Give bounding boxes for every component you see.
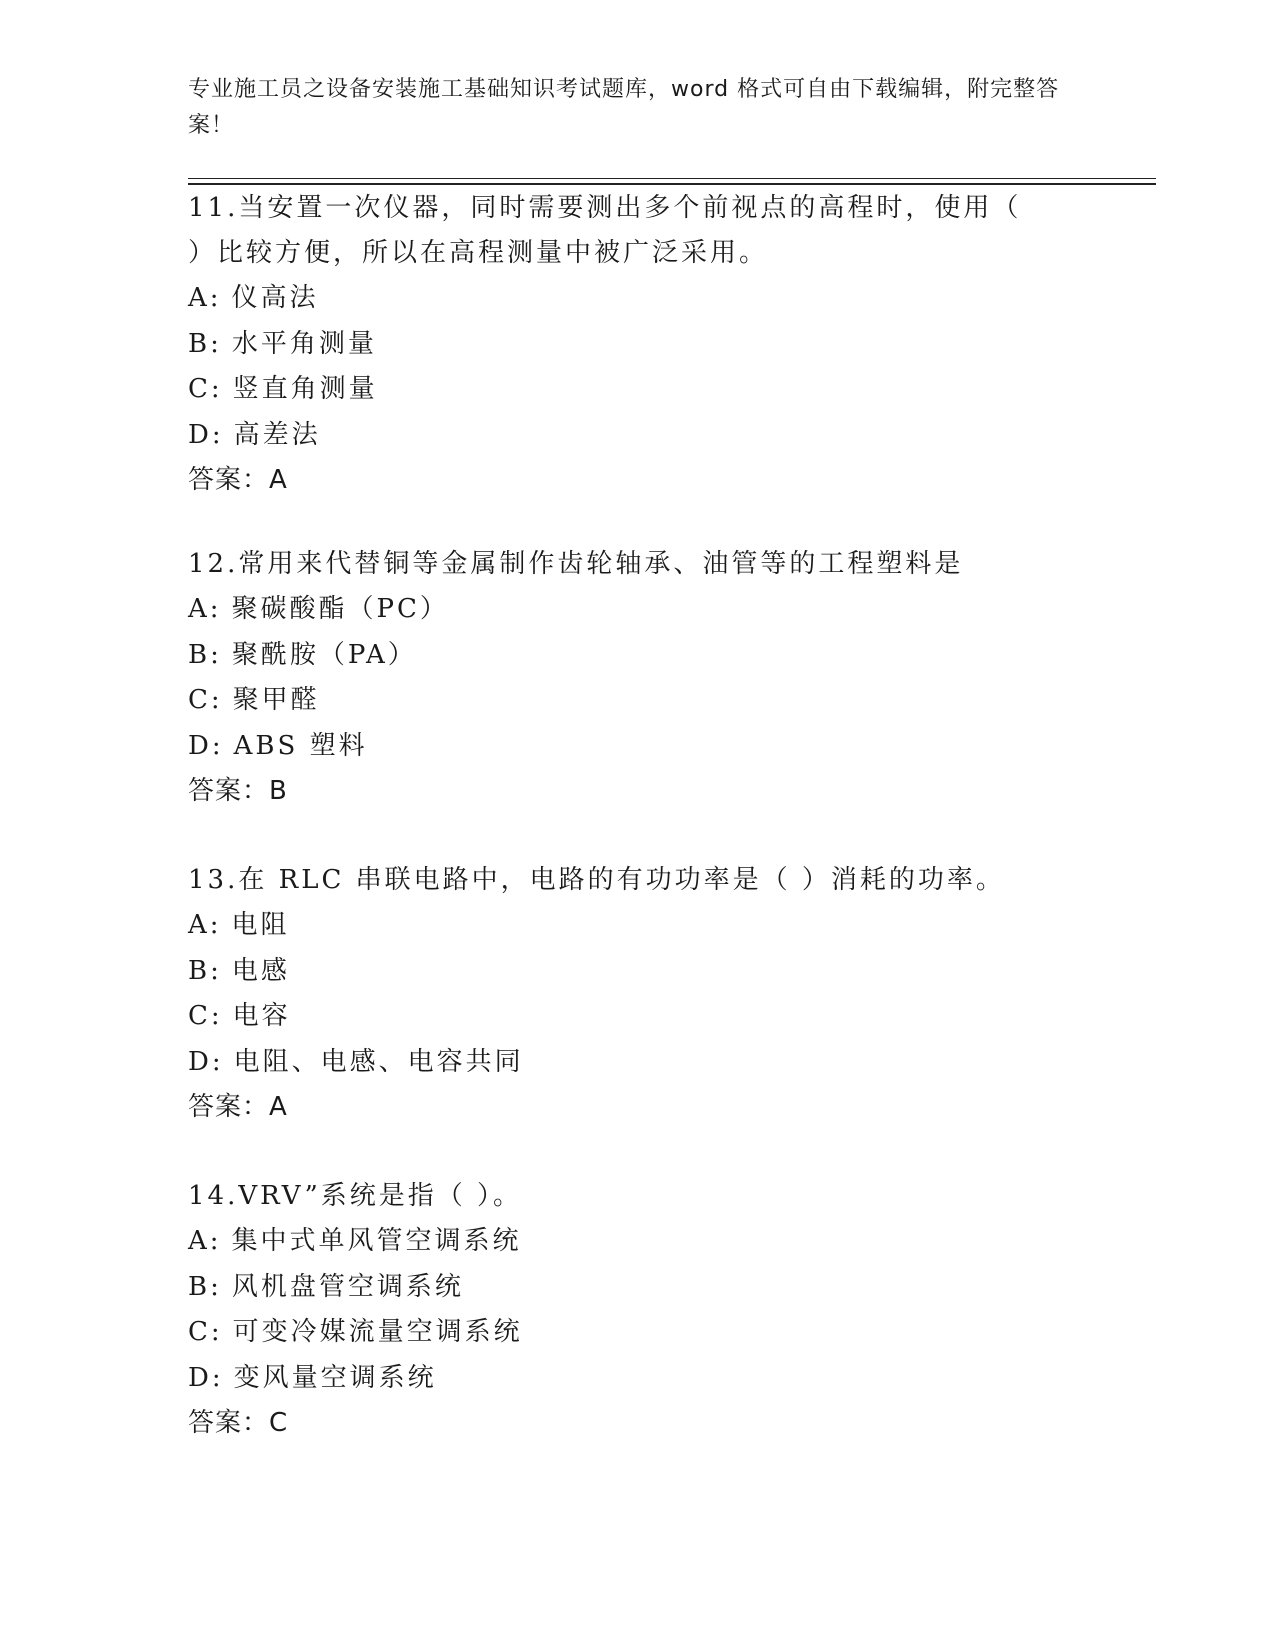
option-letter: A: — [188, 594, 222, 624]
option-d — [188, 1040, 1088, 1086]
option-text: 电感 — [231, 955, 290, 986]
option-text: 高差法 — [233, 419, 321, 450]
question-12 — [188, 542, 1088, 814]
option-a — [188, 276, 1088, 322]
option-letter: D: — [188, 419, 224, 450]
option-d — [188, 413, 1088, 459]
answer: 答案：B — [188, 776, 288, 806]
option-text: 可变冷媒流量空调系统 — [232, 1317, 523, 1347]
option-b — [188, 633, 1088, 679]
option-letter: D: — [188, 730, 224, 761]
option-letter: A: — [188, 910, 222, 940]
option-c — [188, 1310, 1088, 1356]
option-text: 聚酰胺（PA） — [231, 639, 417, 670]
question-13 — [188, 858, 1088, 1130]
option-text: 电容 — [232, 1001, 291, 1031]
option-b — [188, 322, 1088, 368]
question-stem: 13.在 RLC 串联电路中，电路的有功功率是（ ）消耗的功率。 — [188, 865, 1005, 895]
option-letter: D: — [188, 1046, 224, 1077]
option-b — [188, 1265, 1088, 1311]
option-letter: B: — [188, 639, 222, 670]
option-c — [188, 678, 1088, 724]
answer: 答案：A — [188, 1092, 288, 1122]
option-text: 水平角测量 — [231, 328, 377, 359]
question-stem: 14.VRV”系统是指（ ）。 — [188, 1181, 523, 1211]
option-text: 聚甲醛 — [232, 685, 320, 715]
question-stem: 12.常用来代替铜等金属制作齿轮轴承、油管等的工程塑料是 — [188, 549, 964, 579]
header-rule-thin — [188, 178, 1156, 179]
option-c — [188, 367, 1088, 413]
option-letter: C: — [188, 1001, 223, 1031]
option-letter: B: — [188, 955, 222, 986]
option-a — [188, 1219, 1088, 1265]
header-rule-thick — [188, 183, 1156, 185]
header-note: 专业施工员之设备安装施工基础知识考试题库，word 格式可自由下载编辑，附完整答案！ — [188, 77, 1060, 138]
question-11 — [188, 186, 1088, 503]
option-letter: A: — [188, 283, 222, 313]
option-text: 集中式单风管空调系统 — [231, 1226, 522, 1256]
option-letter: C: — [188, 374, 223, 404]
option-text: 仪高法 — [231, 283, 319, 313]
option-text: 电阻 — [231, 910, 290, 940]
question-stem: 11.当安置一次仪器，同时需要测出多个前视点的高程时，使用（ ）比较方便，所以在高程测量中被广泛采用。 — [188, 193, 1022, 268]
option-c — [188, 994, 1088, 1040]
option-text: 风机盘管空调系统 — [231, 1271, 464, 1302]
option-a — [188, 587, 1088, 633]
option-a — [188, 903, 1088, 949]
option-d — [188, 724, 1088, 770]
option-text: 聚碳酸酯（PC） — [231, 594, 449, 624]
question-14 — [188, 1174, 1088, 1446]
option-text: 竖直角测量 — [232, 374, 378, 404]
option-letter: C: — [188, 685, 223, 715]
option-text: ABS 塑料 — [233, 730, 368, 761]
option-letter: B: — [188, 328, 222, 359]
option-d — [188, 1356, 1088, 1402]
option-text: 变风量空调系统 — [233, 1362, 437, 1393]
option-b — [188, 949, 1088, 995]
option-letter: A: — [188, 1226, 222, 1256]
option-text: 电阻、电感、电容共同 — [233, 1046, 524, 1077]
answer: 答案：A — [188, 465, 288, 495]
option-letter: B: — [188, 1271, 222, 1302]
option-letter: D: — [188, 1362, 224, 1393]
answer: 答案：C — [188, 1408, 289, 1438]
option-letter: C: — [188, 1317, 223, 1347]
